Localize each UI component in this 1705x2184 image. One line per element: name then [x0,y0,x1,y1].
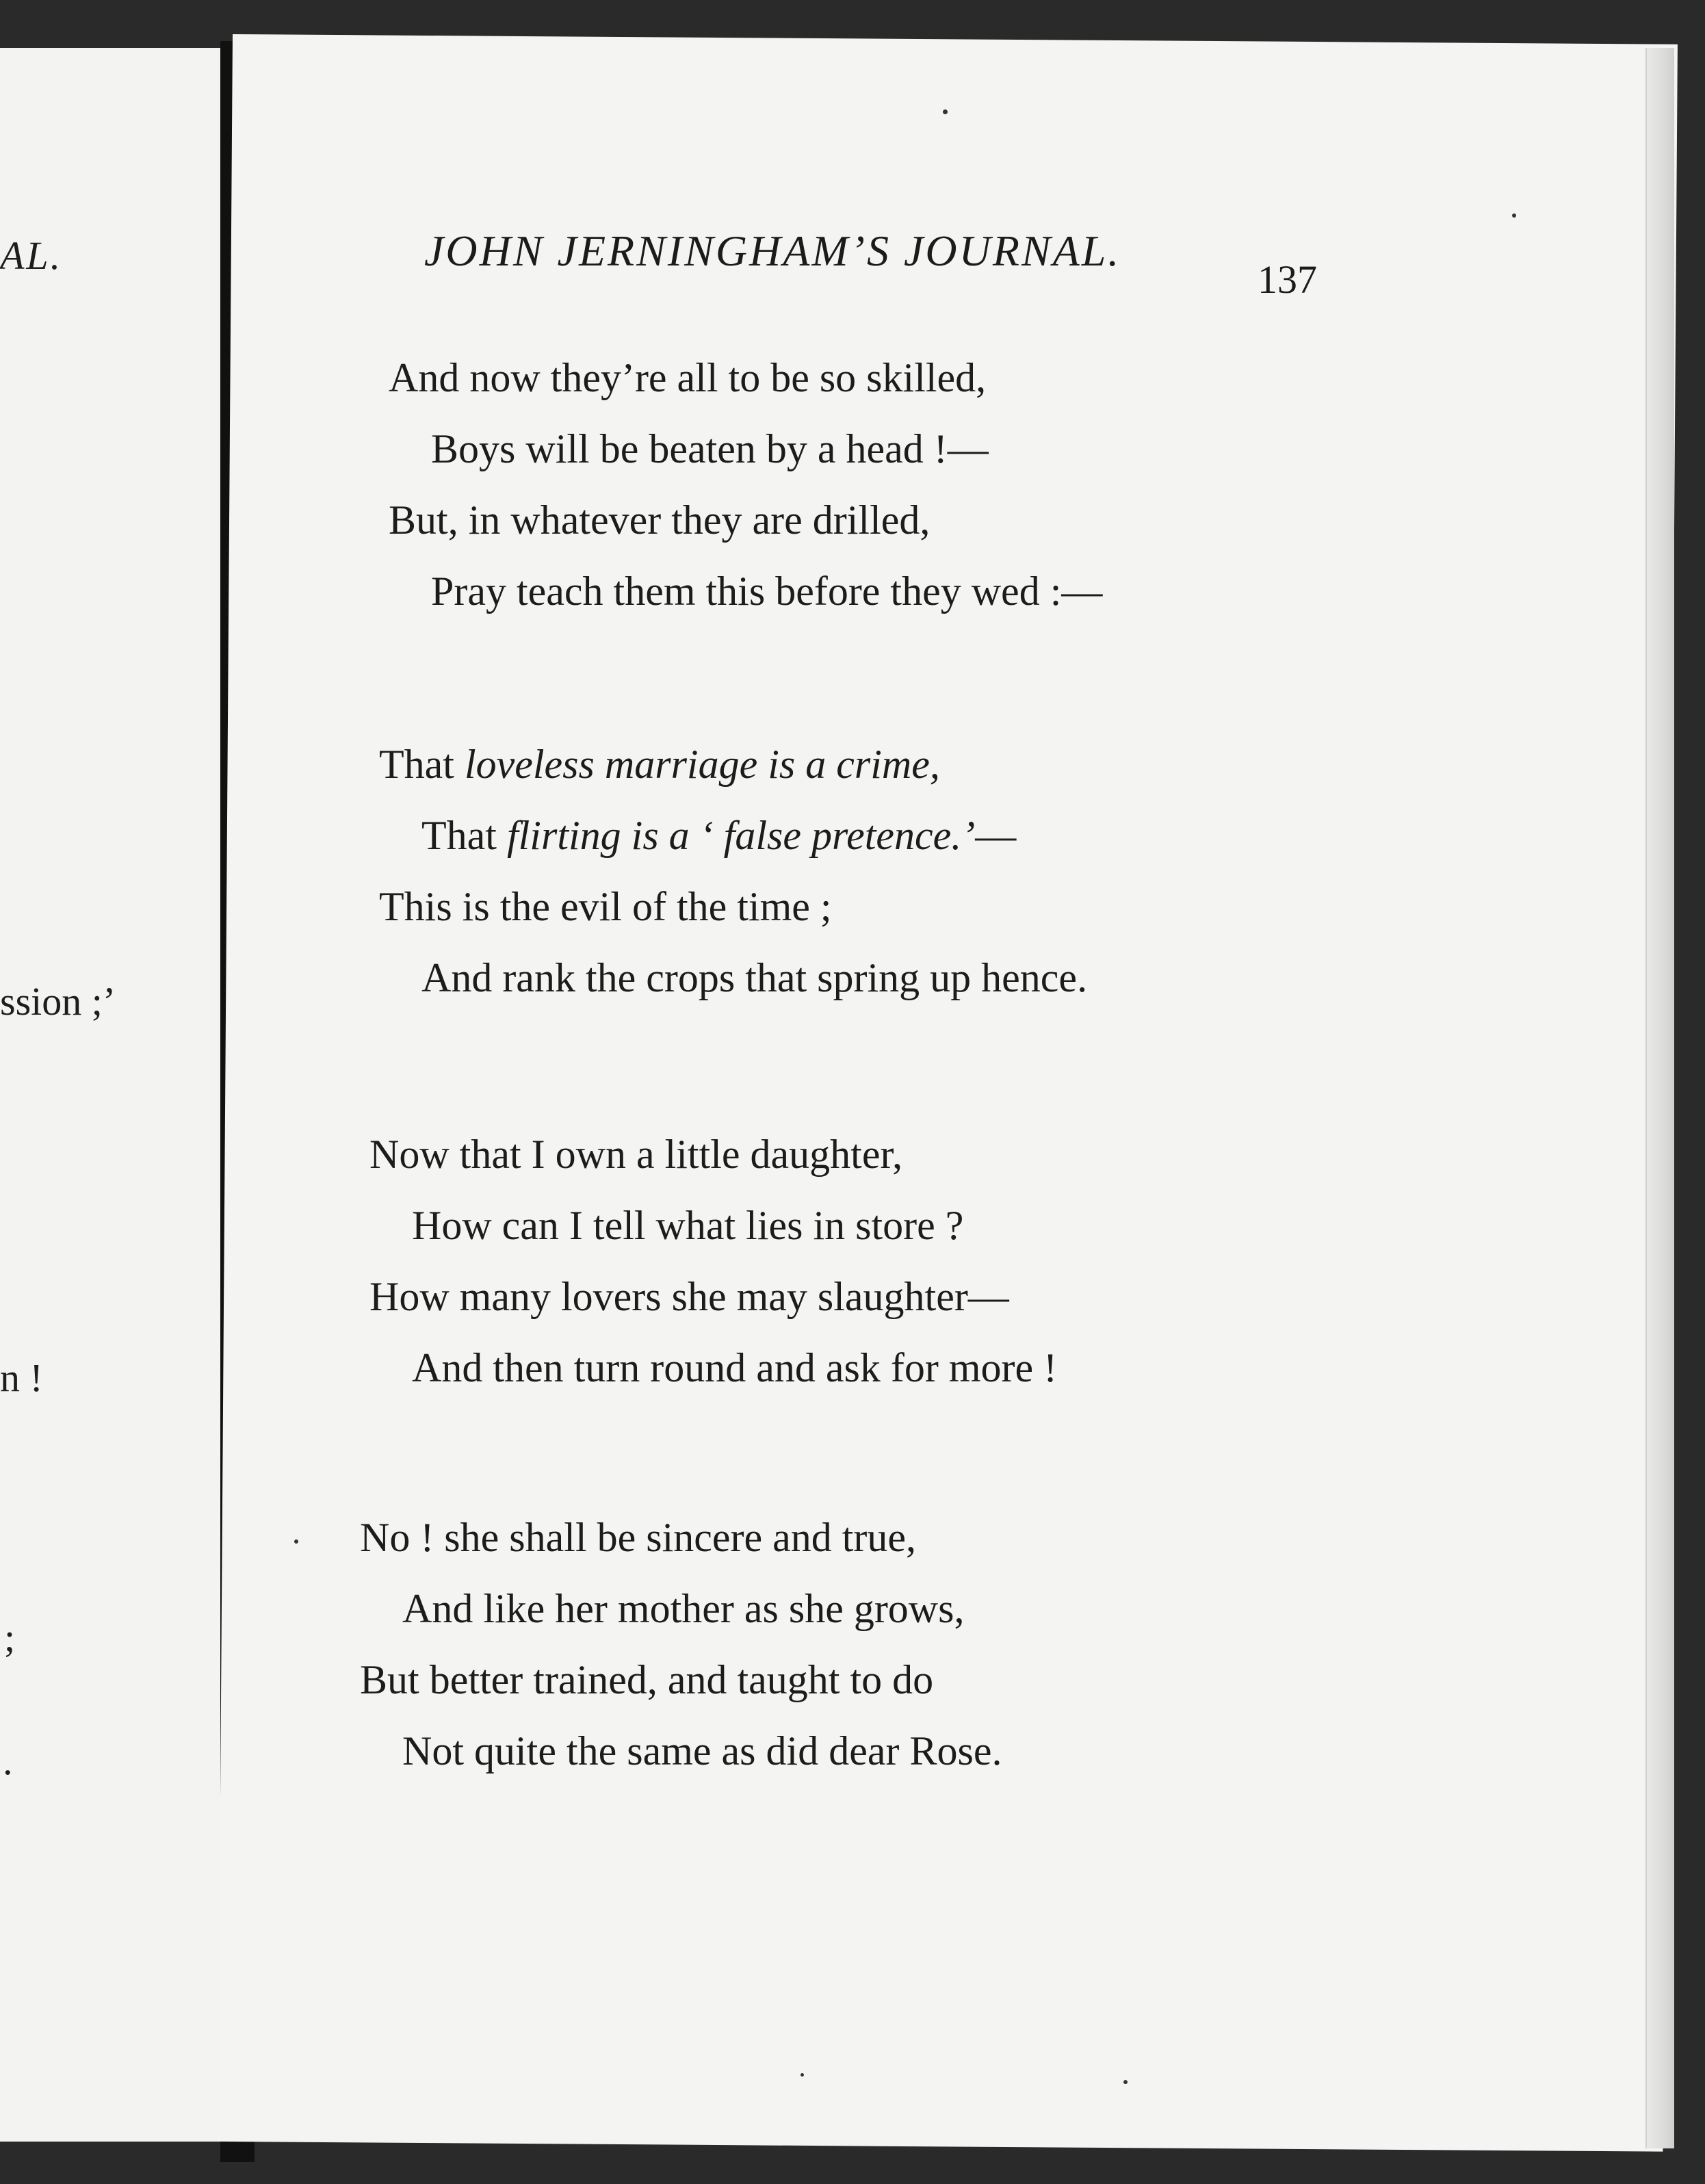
scan-speck [801,2073,804,2077]
poem-line: How can I tell what lies in store ? [412,1203,964,1248]
stanza-3 [369,1119,1057,1403]
scan-speck [1512,213,1516,218]
scan-speck [294,1539,298,1544]
poem-line: How many lovers she may slaughter— [369,1274,1009,1319]
line-italic-part: flirting is a ‘ false pretence.’ [506,813,976,858]
page-edge [1645,48,1674,2148]
stanza-4 [360,1502,1002,1786]
poem-line [379,800,1087,871]
poem-line: And now they’re all to be so skilled, [389,355,987,400]
left-running-head-fragment: AL. [0,233,63,278]
poem-line: And like her mother as she grows, [402,1586,965,1631]
left-text-fragment: . [3,1739,13,1783]
poem-line: But better trained, and taught to do [360,1657,934,1702]
stanza-1 [389,342,1102,627]
scan-speck [943,109,948,114]
page-number: 137 [1258,257,1317,302]
line-italic-part: loveless marriage is a crime, [464,742,940,787]
poem-line: Now that I own a little daughter, [369,1132,903,1177]
line-roman-part: That [421,813,507,858]
poem-line: And rank the crops that spring up hence. [421,955,1088,1000]
poem-line: Boys will be beaten by a head !— [431,426,989,471]
previous-page-fragment [0,48,220,2142]
poem-line: Pray teach them this before they wed :— [431,569,1103,614]
poem-line: This is the evil of the time ; [379,884,832,929]
scan-speck [1123,2080,1128,2084]
left-text-fragment: ssion ;’ [0,979,116,1024]
poem-line: But, in whatever they are drilled, [389,497,930,543]
poem-line [379,729,1087,800]
poem-line: Not quite the same as did dear Rose. [402,1728,1002,1773]
poem-line: And then turn round and ask for more ! [412,1345,1058,1390]
running-title: JOHN JERNINGHAM’S JOURNAL. [424,226,1121,275]
left-text-fragment: ; [4,1615,16,1660]
left-text-fragment: n ! [0,1355,43,1400]
line-roman-part: That [379,742,465,787]
line-roman-part: — [975,813,1017,858]
poem-line: No ! she shall be sincere and true, [360,1515,917,1560]
stanza-2 [379,729,1087,1013]
